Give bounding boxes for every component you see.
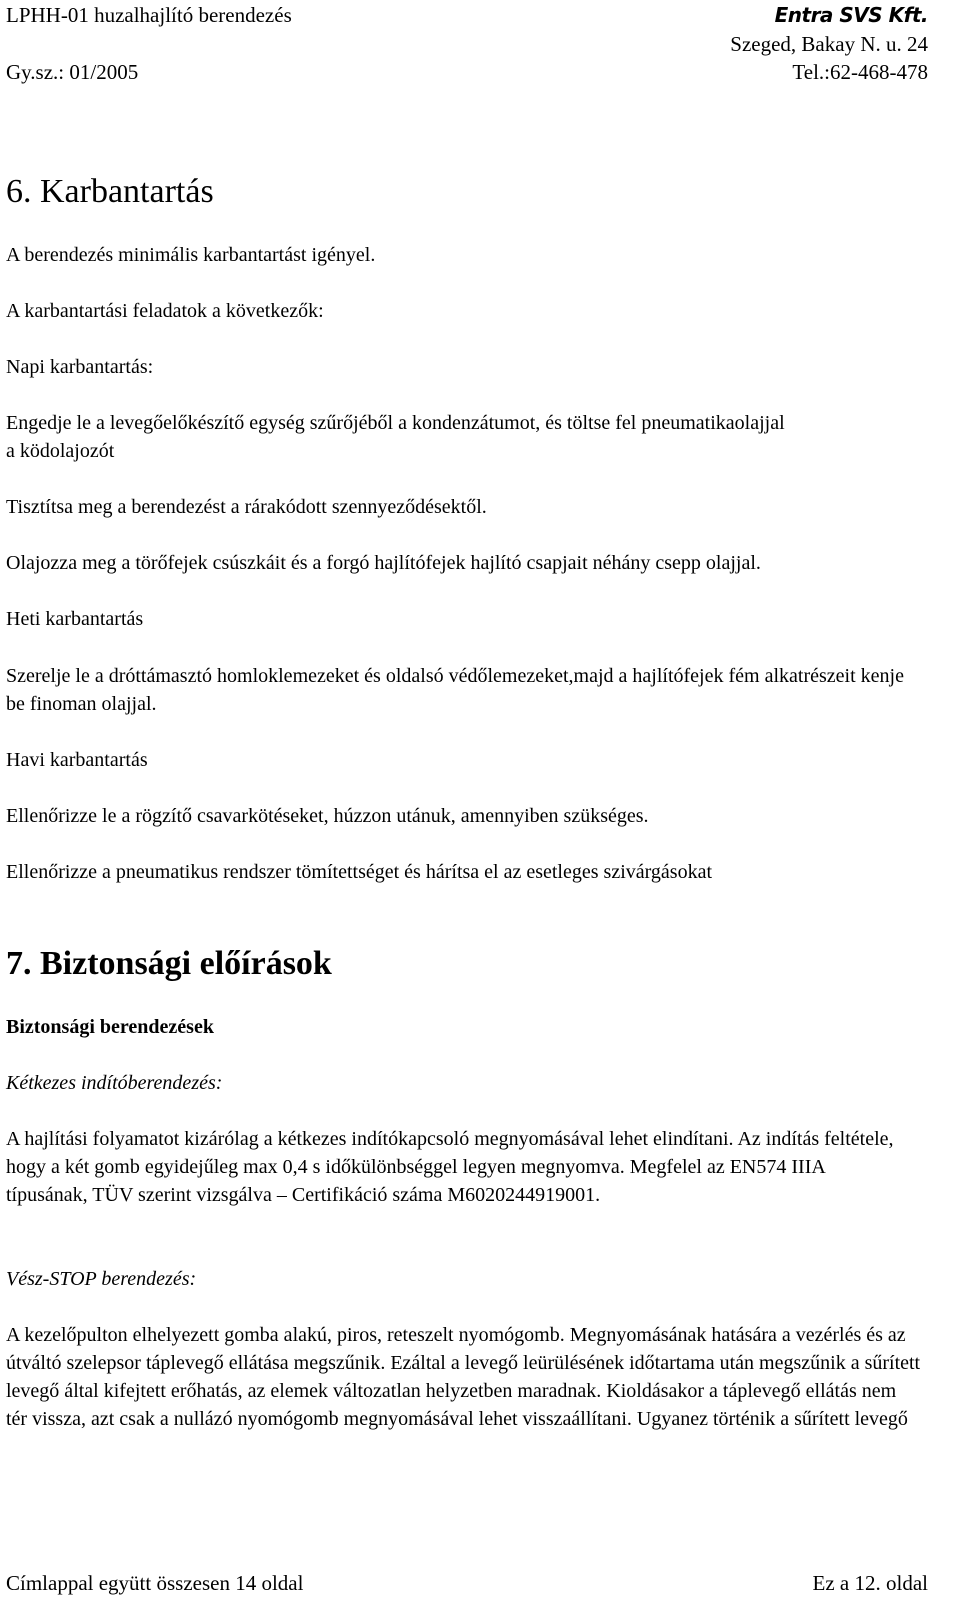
footer-page-number: Ez a 12. oldal [812, 1571, 928, 1595]
company-address: Szeged, Bakay N. u. 24 [730, 32, 928, 56]
company-logo: Entra SVS Kft. [774, 3, 928, 27]
tasks-intro: A karbantartási feladatok a következők: [6, 300, 324, 322]
weekly-task-1: Szerelje le a dróttámasztó homloklemezeket és oldalsó védőlemezeket,majd a hajlítófejek fém alkatrészeit kenje be finoman olajjal. [6, 665, 904, 715]
serial-number: Gy.sz.: 01/2005 [6, 60, 139, 84]
section-6-intro: A berendezés minimális karbantartást igényel. [6, 244, 376, 266]
footer-total-pages: Címlappal együtt összesen 14 oldal [6, 1571, 304, 1595]
weekly-heading: Heti karbantartás [6, 608, 144, 630]
monthly-task-1: Ellenőrizze le a rögzítő csavarkötéseket, húzzon utánuk, amennyiben szükséges. [6, 805, 649, 827]
daily-task-2: Tisztítsa meg a berendezést a rárakódott szennyeződésektől. [6, 496, 487, 518]
monthly-heading: Havi karbantartás [6, 749, 148, 771]
two-hand-start-heading: Kétkezes indítóberendezés: [6, 1072, 223, 1094]
two-hand-start-text: A hajlítási folyamatot kizárólag a kétkezes indítókapcsoló megnyomásával lehet elindítani. Az indítás feltétele, hogy a két gomb egyidejűleg max 0,4 s időkülönbséggel legyen megnyomva. Megfelel az EN574 IIIA típusának, TÜV szerint vizsgálva – Certifikáció száma M6020244919001. [6, 1128, 894, 1206]
safety-devices-heading: Biztonsági berendezések [6, 1016, 214, 1038]
daily-task-1: Engedje le a levegőelőkészítő egység szűrőjéből a kondenzátumot, és töltse fel pneumatikaolajjal a ködolajozót [6, 412, 785, 462]
monthly-task-2: Ellenőrizze a pneumatikus rendszer tömítettséget és hárítsa el az esetleges szivárgásokat [6, 861, 713, 883]
emergency-stop-text: A kezelőpulton elhelyezett gomba alakú, piros, reteszelt nyomógomb. Megnyomásának hatására a vezérlés és az útváltó szelepsor táplevegő ellátása megszűnik. Ezáltal a levegő leürülésének időtartama után megszűnik a sűrített levegő által kifejtett erőhatás, az elemek változatlan helyzetben maradnak. Kioldásakor a táplevegő ellátás nem tér vissza, azt csak a nullázó nyomógomb megnyomásával lehet visszaállítani. Ugyanez történik a sűrített levegő [6, 1324, 921, 1430]
document-title: LPHH-01 huzalhajlító berendezés [6, 3, 292, 27]
daily-task-3: Olajozza meg a törőfejek csúszkáit és a forgó hajlítófejek hajlító csapjait néhány csepp olajjal. [6, 552, 761, 574]
daily-heading: Napi karbantartás: [6, 356, 154, 378]
section-6-heading: 6. Karbantartás [6, 173, 214, 210]
phone-number: Tel.:62-468-478 [792, 60, 928, 84]
emergency-stop-heading: Vész-STOP berendezés: [6, 1268, 197, 1290]
section-7-heading: 7. Biztonsági előírások [6, 945, 332, 982]
